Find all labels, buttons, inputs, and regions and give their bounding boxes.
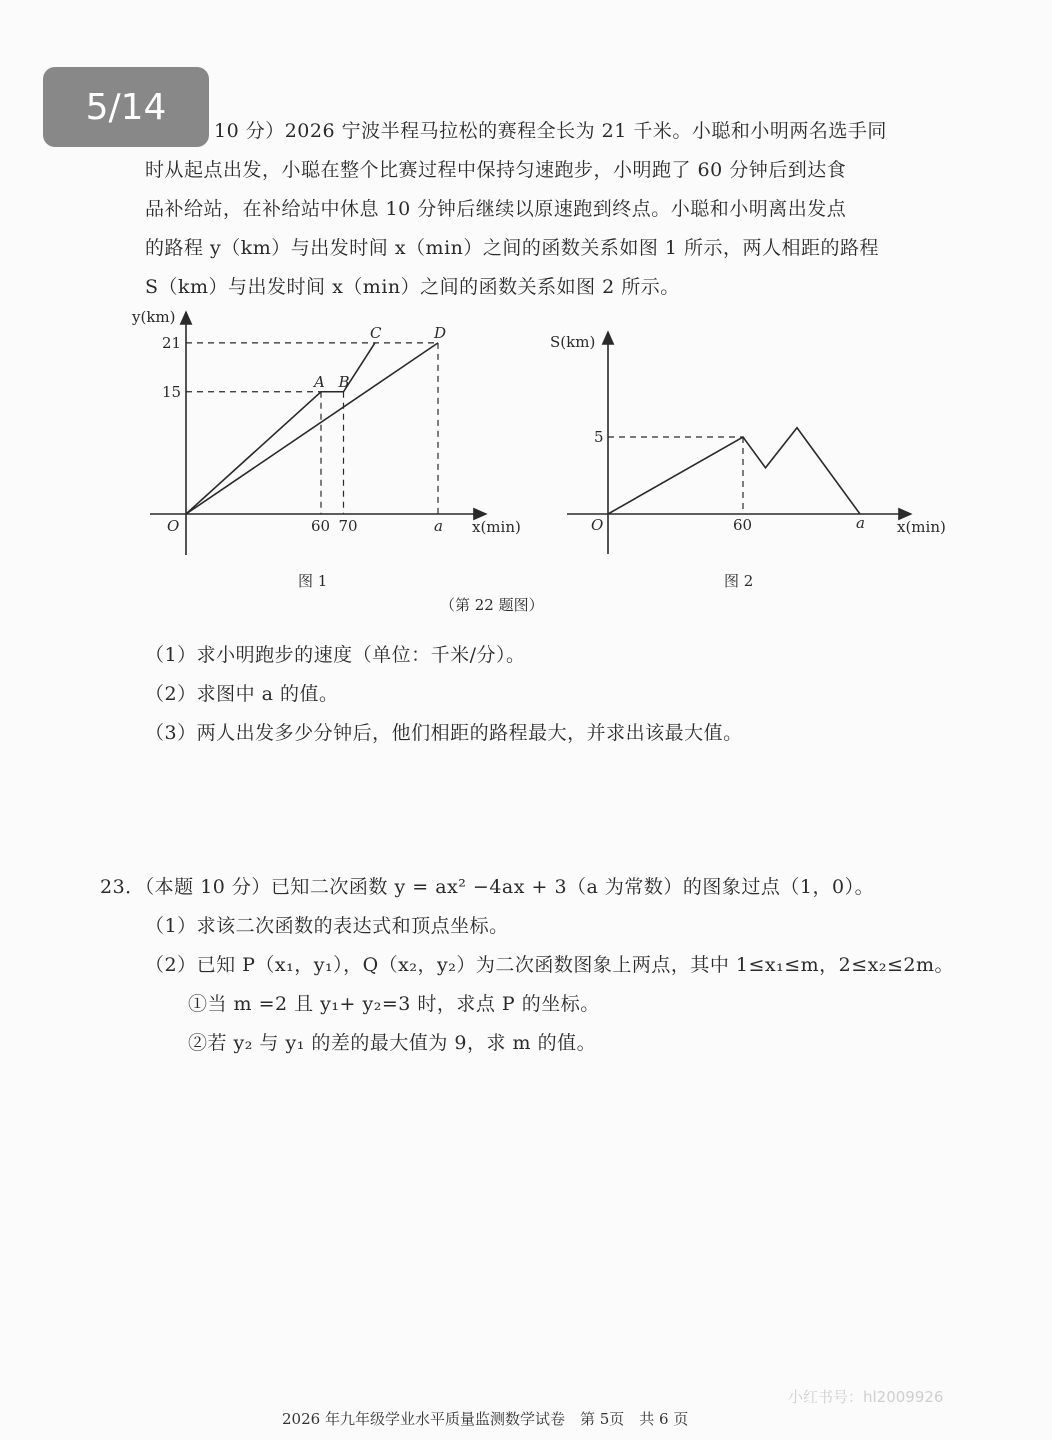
figure-1-caption: 图 1 [298, 572, 328, 590]
x-axis-label: x(min) [472, 518, 521, 536]
q23-part-2: （2）已知 P（x₁，y₁），Q（x₂，y₂）为二次函数图象上两点，其中 1≤x₁≤m，2≤x₂≤2m。 [145, 954, 955, 976]
q22-part-2: （2）求图中 a 的值。 [145, 683, 339, 705]
fig1-point-C: C [370, 323, 382, 342]
q22-line-3: 品补给站，在补给站中休息 10 分钟后继续以原速跑到终点。小聪和小明离出发点 [145, 198, 847, 220]
fig1-point-A: A [314, 372, 325, 391]
fig1-y-tick-15: 15 [162, 382, 182, 401]
q23-part-1: （1）求该二次函数的表达式和顶点坐标。 [145, 915, 509, 937]
fig1-point-D: D [434, 323, 447, 342]
q22-line-5: S（km）与出发时间 x（min）之间的函数关系如图 2 所示。 [145, 276, 680, 298]
fig1-point-B: B [338, 372, 350, 391]
fig1-series-line-2 [186, 343, 438, 514]
figure-group-caption: （第 22 题图） [440, 596, 544, 614]
page-footer: 2026 年九年级学业水平质量监测数学试卷 第 5页 共 6 页 [282, 1410, 689, 1428]
figure-2-chart [545, 320, 965, 560]
q22-line-2: 时从起点出发，小聪在整个比赛过程中保持匀速跑步，小明跑了 60 分钟后到达食 [145, 159, 847, 181]
figure-1-chart [120, 300, 540, 600]
y-axis-label: S(km) [550, 333, 596, 351]
y-axis-label: y(km) [132, 308, 176, 326]
fig2-x-tick-60: 60 [733, 516, 753, 534]
fig1-x-tick-a: a [434, 517, 443, 535]
q22-line-1: 10 分）2026 宁波半程马拉松的赛程全长为 21 千米。小聪和小明两名选手同 [214, 120, 887, 142]
q23-part-2-sub-2: ②若 y₂ 与 y₁ 的差的最大值为 9，求 m 的值。 [188, 1032, 597, 1054]
fig2-series-line-1 [608, 428, 860, 514]
origin-label: O [591, 516, 604, 534]
figure-2-caption: 图 2 [724, 572, 754, 590]
page-indicator-badge: 5/14 [43, 67, 209, 147]
q23-stem: 23．（本题 10 分）已知二次函数 y = ax² −4ax + 3（a 为常数）的图象过点（1，0）。 [100, 876, 875, 898]
origin-label: O [167, 517, 180, 535]
fig1-x-tick-70: 70 [338, 517, 358, 535]
fig2-y-tick-5: 5 [594, 428, 604, 446]
fig1-y-tick-21: 21 [162, 333, 182, 352]
q22-line-4: 的路程 y（km）与出发时间 x（min）之间的函数关系如图 1 所示，两人相距的路程 [145, 237, 880, 259]
fig1-series-line-1 [186, 343, 375, 514]
fig1-x-tick-60: 60 [311, 517, 331, 535]
q23-part-2-sub-1: ①当 m =2 且 y₁+ y₂=3 时，求点 P 的坐标。 [188, 993, 600, 1015]
x-axis-label: x(min) [897, 518, 946, 536]
watermark-text: 小红书号：hl2009926 [788, 1388, 944, 1406]
q22-part-3: （3）两人出发多少分钟后，他们相距的路程最大，并求出该最大值。 [145, 722, 743, 744]
fig2-x-tick-a: a [856, 514, 865, 532]
q22-part-1: （1）求小明跑步的速度（单位：千米/分）。 [145, 644, 526, 666]
